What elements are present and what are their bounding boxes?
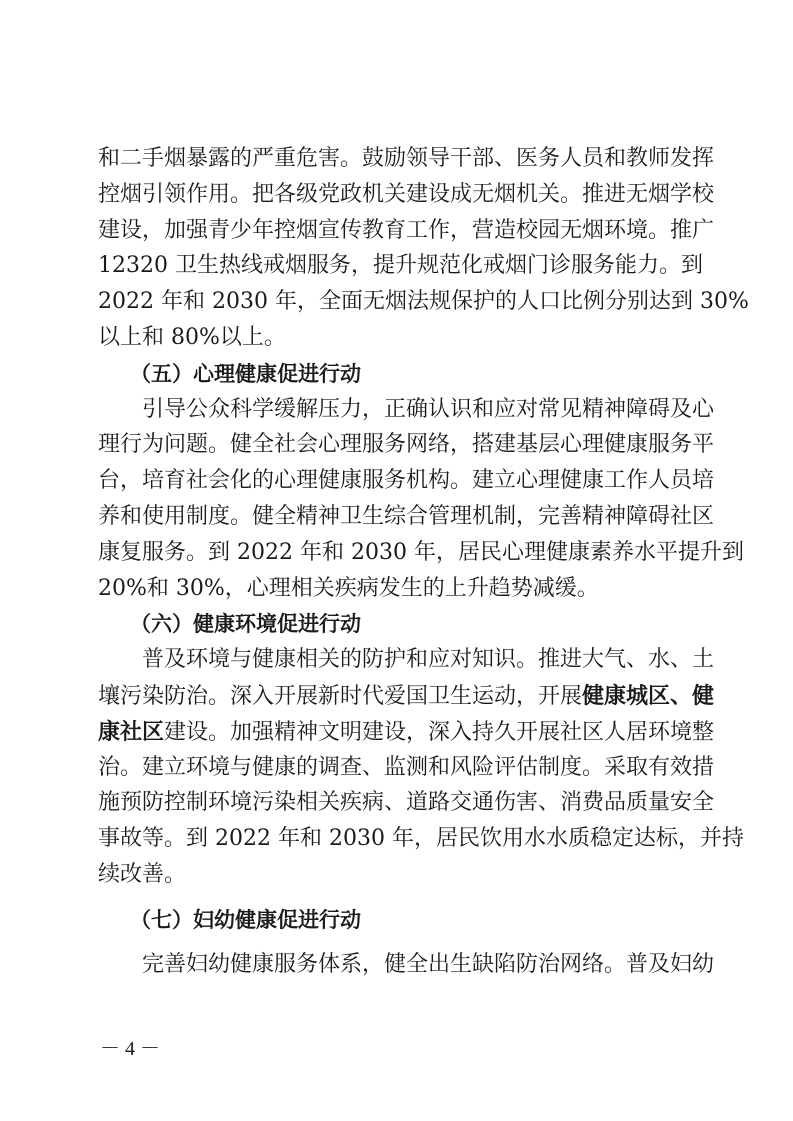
section-number: （五） [130,361,193,386]
bold-text: 康社区 [98,719,165,745]
section-number: （六） [130,611,193,636]
section-title: 妇幼健康促进行动 [193,908,361,932]
section-heading [130,907,720,933]
section-heading [130,611,720,637]
paragraph-line: 康复服务。到 2022 年和 2030 年，居民心理健康素养水平提升到 [98,540,744,565]
paragraph-line: 控烟引领作用。把各级党政机关建设成无烟机关。推进无烟学校 [98,182,715,207]
paragraph-line: 施预防控制环境污染相关疾病、道路交通伤害、消费品质量安全 [98,790,715,815]
paragraph-line: 20%和 30%，心理相关疾病发生的上升趋势减缓。 [98,576,599,601]
paragraph-line: 2022 年和 2030 年，全面无烟法规保护的人口比例分别达到 30% [98,289,749,314]
section-title: 健康环境促进行动 [193,612,361,636]
paragraph-line: 以上和 80%以上。 [98,325,286,350]
section-heading [130,361,720,387]
paragraph-line: 12320 卫生热线戒烟服务，提升规范化戒烟门诊服务能力。到 [98,253,703,278]
paragraph-line: 建设，加强青少年控烟宣传教育工作，营造校园无烟环境。推广 [98,218,715,243]
paragraph-line [98,719,715,746]
paragraph-line: 完善妇幼健康服务体系，健全出生缺陷防治网络。普及妇幼 [142,952,715,977]
paragraph-line: 治。建立环境与健康的调查、监测和风险评估制度。采取有效措 [98,755,715,780]
section-number: （七） [130,907,193,932]
plain-text: 建设。加强精神文明建设，深入持久开展社区人居环境整 [164,720,715,745]
paragraph-line: 事故等。到 2022 年和 2030 年，居民饮用水水质稳定达标，并持 [98,826,744,851]
section-title: 心理健康促进行动 [193,362,361,386]
paragraph-line: 续改善。 [98,862,187,887]
plain-text: 壤污染防治。深入开展新时代爱国卫生运动，开展 [98,684,583,709]
paragraph-line: 普及环境与健康相关的防护和应对知识。推进大气、水、土 [142,647,715,672]
paragraph-line [98,683,715,710]
paragraph-line: 和二手烟暴露的严重危害。鼓励领导干部、医务人员和教师发挥 [98,146,715,171]
paragraph-line: 台，培育社会化的心理健康服务机构。建立心理健康工作人员培 [98,468,715,493]
paragraph-line: 养和使用制度。健全精神卫生综合管理机制，完善精神障碍社区 [98,504,715,529]
bold-text: 健康城区、健 [582,683,715,709]
paragraph-line: 理行为问题。健全社会心理服务网络，搭建基层心理健康服务平 [98,432,715,457]
paragraph-line: 引导公众科学缓解压力，正确认识和应对常见精神障碍及心 [142,397,715,422]
page-number: － 4 － [100,1038,160,1060]
